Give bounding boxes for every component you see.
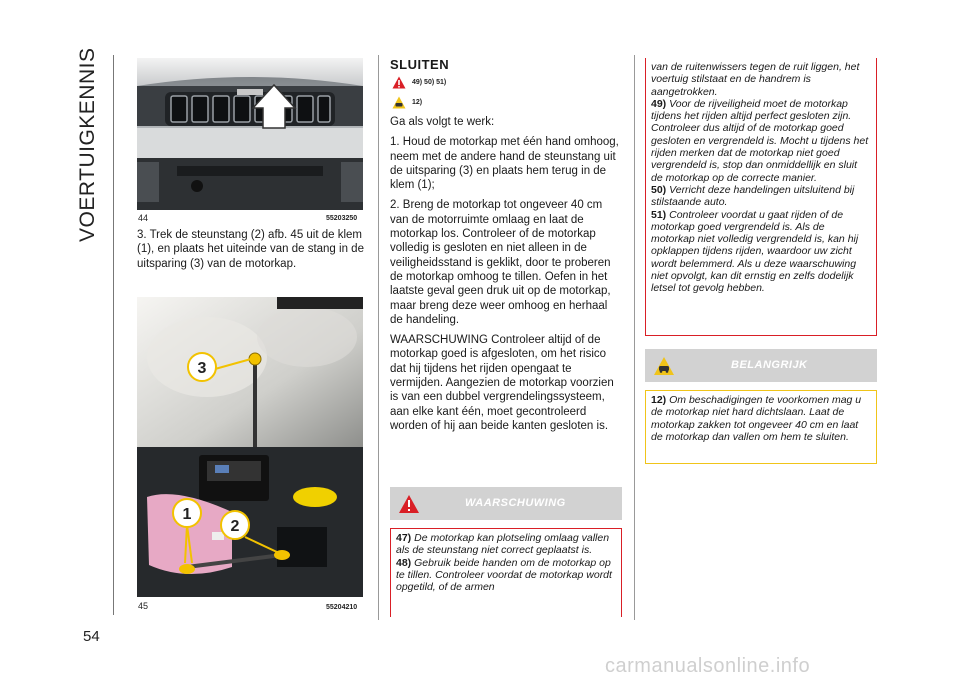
figure-44-code: 55203250 <box>326 215 358 222</box>
engine-bay-illustration <box>137 297 363 597</box>
warning-banner-label: WAARSCHUWING <box>465 497 566 509</box>
side-section-title: VOERTUIGKENNIS <box>76 47 99 242</box>
page-number: 54 <box>83 628 100 645</box>
section-title: SLUITEN <box>390 57 450 72</box>
important-12: 12) Om beschadigingen te voorkomen mag u de motorkap niet hard dichtslaan. Laat de motorkap zakken tot ongeveer 40 cm en laat de motorkap dan vallen om hem te sluiten. <box>651 394 862 443</box>
step-1-paragraph: 1. Houd de motorkap met één hand omhoog, neem met de andere hand de steunstang uit de uitsparing (3) en plaats hem terug in de klem (1); <box>390 136 619 192</box>
column-divider-1 <box>378 55 379 620</box>
warning-banner <box>390 487 622 520</box>
left-step-3: 3. Trek de steunstang (2) afb. 45 uit de klem (1), en plaats het uiteinde van de stang in de uitsparing (3) van de motorkap. <box>137 229 364 270</box>
warning-triangle-icon <box>398 494 420 514</box>
important-refs-row <box>392 96 422 109</box>
important-car-icon <box>392 96 406 109</box>
important-banner <box>645 349 877 382</box>
warning-50: 50) Verricht deze handelingen uitsluitend bij stilstaande auto. <box>651 183 855 209</box>
warning-triangle-icon <box>392 76 406 89</box>
watermark: carmanualsonline.info <box>605 655 811 677</box>
figure-45-code: 55204210 <box>326 604 358 611</box>
warning-51: 51) Controleer voordat u gaat rijden of de motorkap goed vergrendeld is. Als de motorkap niet volledig vergrendeld is, kan hij opklappen tijdens rijden, waardoor uw zicht wordt belemmerd. Als u deze waarschuwing niet opvolgt, kan dit ernstig en zelfs dodelijk letsel tot gevolg hebben. <box>651 208 859 295</box>
step-2-paragraph: 2. Breng de motorkap tot ongeveer 40 cm van de motorruimte omlaag en laat de motorkap los. Controleer of de motorkap volledig is gesloten en niet alleen in de veiligheidsstand is geklikt, door te proberen de motorkap omhoog te tillen. Oefen in het laatste geval geen druk uit op de motorkap, maar breng deze weer omhoog en herhaal de handeling. <box>390 199 611 326</box>
figure-45-number: 45 <box>138 601 149 611</box>
important-refs: 12) <box>412 99 423 106</box>
warning-49: 49) Voor de rijveiligheid moet de motorkap tijdens het rijden altijd perfect gesloten zijn. Controleer dus altijd of de motorkap goed gesloten en vergrendeld is. Mocht u tijdens het rijden merken dat de motorkap niet goed vergrendeld is, stop dan onmiddellijk en sluit de motorkap op de correcte manier. <box>651 97 869 184</box>
figure-44-photo <box>137 58 363 210</box>
column-divider-2 <box>634 55 635 620</box>
figure-45-photo <box>137 297 363 597</box>
warning-refs-row <box>392 76 446 89</box>
warning-48: 48) Gebruik beide handen om de motorkap op te tillen. Controleer voordat de motorkap wordt opgetild, of de armen <box>396 556 612 594</box>
callout-2-label: 2 <box>230 518 240 535</box>
car-front-illustration <box>137 58 363 210</box>
warning-48-continuation: van de ruitenwissers tegen de ruit liggen, het voertuig stilstaat en de handrem is aangetrokken. <box>651 61 860 98</box>
warning-continuation-box <box>645 58 877 336</box>
intro-paragraph: Ga als volgt te werk: <box>390 116 495 128</box>
warning-paragraph: WAARSCHUWING Controleer altijd of de motorkap goed is afgesloten, om het risico dat hij tijdens het rijden opengaat te vermijden. Aangezien de motorkap voorzien is van een dubbel vergrendelingssysteem, aan elke kant één, moet gecontroleerd worden of hij aan beide kanten gesloten is. <box>390 334 614 432</box>
important-box <box>645 390 877 464</box>
important-banner-label: BELANGRIJK <box>731 359 808 371</box>
callout-1-label: 1 <box>182 506 192 523</box>
important-car-icon <box>653 356 675 376</box>
side-divider <box>113 55 114 615</box>
closing-instructions <box>390 115 622 439</box>
callout-3-label: 3 <box>197 360 207 377</box>
warning-47: 47) De motorkap kan plotseling omlaag vallen als de steunstang niet correct geplaatst is. <box>396 532 610 557</box>
warning-refs: 49) 50) 51) <box>412 79 447 86</box>
warning-box <box>390 528 622 617</box>
figure-44-number: 44 <box>138 213 149 223</box>
